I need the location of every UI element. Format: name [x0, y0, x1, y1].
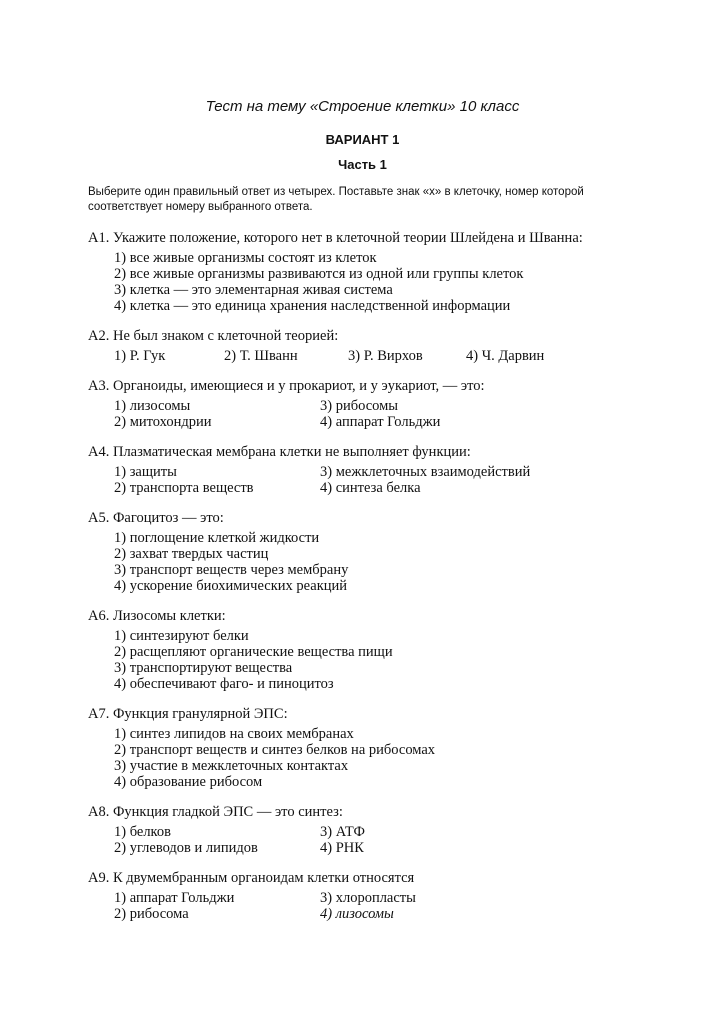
question-a7	[88, 706, 648, 790]
answer-options	[88, 348, 648, 364]
question-a9	[88, 870, 648, 922]
test-title: Тест на тему «Строение клетки» 10 класс	[205, 98, 520, 115]
question-text: А2. Не был знаком с клеточной теорией:	[88, 328, 339, 344]
answer-option: 2) транспорт веществ и синтез белков на рибосомах	[114, 742, 436, 758]
answer-option: 4) лизосомы	[320, 906, 394, 922]
question-text: А6. Лизосомы клетки:	[88, 608, 226, 624]
question-text: А3. Органоиды, имеющиеся и у прокариот, и у эукариот, — это:	[88, 378, 485, 394]
answer-option: 4) клетка — это единица хранения наследственной информации	[114, 298, 511, 314]
answer-options	[88, 250, 648, 314]
answer-option: 2) Т. Шванн	[224, 348, 298, 364]
question-text: А1. Укажите положение, которого нет в клеточной теории Шлейдена и Шванна:	[88, 230, 583, 246]
question-text: А4. Плазматическая мембрана клетки не выполняет функции:	[88, 444, 471, 460]
instructions: Выберите один правильный ответ из четырех. Поставьте знак «х» в клеточку, номер которой соответствует номеру выбранного ответа.	[88, 186, 584, 213]
answer-options	[88, 890, 648, 922]
answer-option: 3) клетка — это элементарная живая система	[114, 282, 393, 298]
question-a5	[88, 510, 648, 594]
answer-option: 2) расщепляют органические вещества пищи	[114, 644, 393, 660]
question-a8	[88, 804, 648, 856]
answer-option: 3) транспортируют вещества	[114, 660, 293, 676]
answer-option: 2) транспорта веществ	[114, 480, 254, 496]
answer-option: 3) участие в межклеточных контактах	[114, 758, 349, 774]
answer-options	[88, 398, 648, 430]
answer-option: 4) обеспечивают фаго- и пиноцитоз	[114, 676, 334, 692]
answer-option: 3) Р. Вирхов	[348, 348, 423, 364]
question-text: А8. Функция гладкой ЭПС — это синтез:	[88, 804, 343, 820]
answer-option: 1) Р. Гук	[114, 348, 166, 364]
question-list	[88, 230, 648, 936]
answer-option: 1) лизосомы	[114, 398, 191, 414]
question-a3	[88, 378, 648, 430]
question-text: А5. Фагоцитоз — это:	[88, 510, 224, 526]
part-heading: Часть 1	[338, 157, 387, 172]
answer-option: 2) все живые организмы развиваются из одной или группы клеток	[114, 266, 524, 282]
answer-option: 4) Ч. Дарвин	[466, 348, 545, 364]
answer-option: 3) транспорт веществ через мембрану	[114, 562, 349, 578]
answer-option: 2) захват твердых частиц	[114, 546, 269, 562]
answer-option: 2) рибосома	[114, 906, 189, 922]
answer-options	[88, 464, 648, 496]
answer-option: 3) рибосомы	[320, 398, 399, 414]
question-a1	[88, 230, 648, 314]
answer-option: 3) межклеточных взаимодействий	[320, 464, 531, 480]
answer-option: 1) белков	[114, 824, 171, 840]
question-a4	[88, 444, 648, 496]
answer-options	[88, 726, 648, 790]
answer-option: 3) хлоропласты	[320, 890, 416, 906]
question-text: А7. Функция гранулярной ЭПС:	[88, 706, 288, 722]
answer-option: 1) аппарат Гольджи	[114, 890, 235, 906]
variant-heading: ВАРИАНТ 1	[325, 132, 400, 147]
answer-options	[88, 824, 648, 856]
question-a2	[88, 328, 648, 364]
answer-option: 4) синтеза белка	[320, 480, 421, 496]
answer-option: 3) АТФ	[320, 824, 365, 840]
answer-options	[88, 530, 648, 594]
answer-option: 1) синтезируют белки	[114, 628, 249, 644]
answer-option: 1) поглощение клеткой жидкости	[114, 530, 320, 546]
answer-option: 4) аппарат Гольджи	[320, 414, 441, 430]
question-a6	[88, 608, 648, 692]
question-text: А9. К двумембранным органоидам клетки относятся	[88, 870, 415, 886]
answer-option: 4) ускорение биохимических реакций	[114, 578, 348, 594]
answer-option: 1) синтез липидов на своих мембранах	[114, 726, 354, 742]
answer-option: 1) защиты	[114, 464, 177, 480]
answer-options	[88, 628, 648, 692]
answer-option: 2) митохондрии	[114, 414, 212, 430]
answer-option: 4) образование рибосом	[114, 774, 263, 790]
answer-option: 4) РНК	[320, 840, 364, 856]
answer-option: 1) все живые организмы состоят из клеток	[114, 250, 377, 266]
answer-option: 2) углеводов и липидов	[114, 840, 258, 856]
